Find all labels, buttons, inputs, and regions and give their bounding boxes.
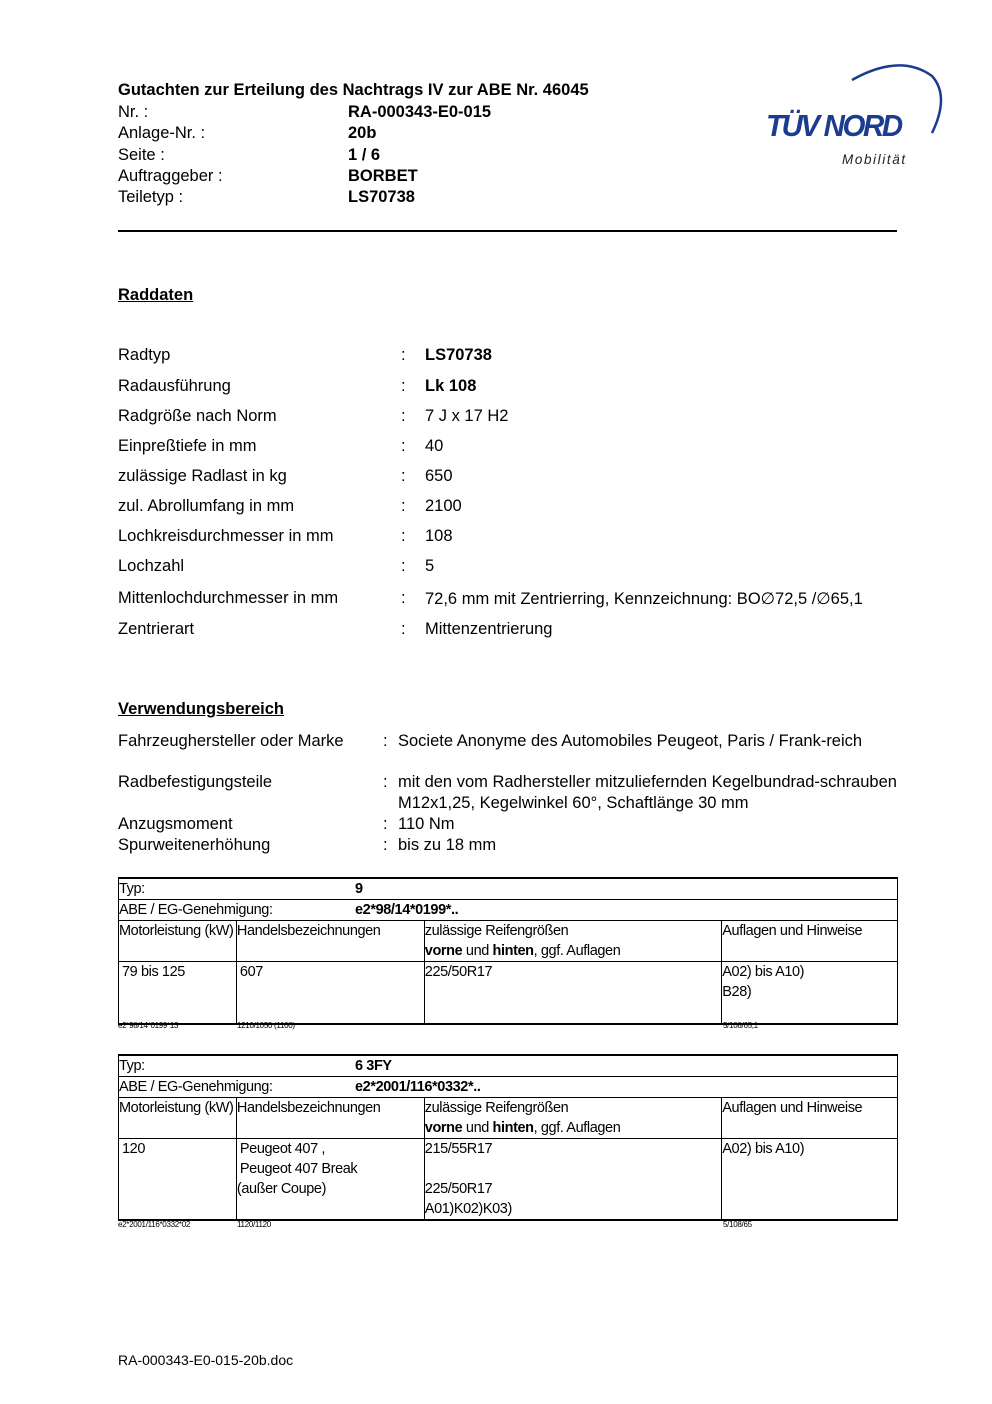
small-code: e2*98/14*0199*13 <box>118 1021 179 1030</box>
small-code: 1120/1120 <box>237 1220 271 1229</box>
small-code: 5/108/65 <box>723 1220 752 1229</box>
header-row-anlage: Anlage-Nr. : 20b <box>118 124 377 142</box>
vehicle-table-1 <box>118 877 898 1025</box>
tuv-nord-logo <box>760 58 945 173</box>
small-code: 1210/1050 (1100) <box>237 1021 295 1030</box>
footer-filename: RA-000343-E0-015-20b.doc <box>118 1352 294 1368</box>
logo-subtitle: Mobilität <box>842 152 907 167</box>
document-title: Gutachten zur Erteilung des Nachtrags IV zur ABE Nr. 46045 <box>118 81 589 99</box>
vehicle-table-2 <box>118 1054 898 1221</box>
table-row: Typ: 6 3FY <box>119 1055 898 1077</box>
table-row: ABE / EG-Genehmigung: e2*98/14*0199*.. <box>119 900 898 921</box>
logo-brand: TÜV NORD <box>766 108 901 143</box>
verwendung-heading: Verwendungsbereich <box>118 700 284 718</box>
small-code: e2*2001/116*0332*02 <box>118 1220 191 1229</box>
header-row-teiletyp: Teiletyp : LS70738 <box>118 188 415 206</box>
header-row-nr: Nr. : RA-000343-E0-015 <box>118 103 492 121</box>
header-row-seite: Seite : 1 / 6 <box>118 146 381 164</box>
table-row: Typ: 9 <box>119 878 898 900</box>
table-row: 79 bis 125 607 225/50R17 A02) bis A10) B28) <box>119 962 898 1024</box>
table-row: ABE / EG-Genehmigung: e2*2001/116*0332*.. <box>119 1077 898 1098</box>
table-row: 120 Peugeot 407 , Peugeot 407 Break (außer Coupe) 215/55R17 225/50R17 A01)K02)K03) A02) bis A10) <box>119 1139 898 1221</box>
table-header-row: Motorleistung (kW) Handelsbezeichnungen zulässige Reifengrößen vorne und hinten, ggf. Auflagen Auflagen und Hinweise <box>119 1098 898 1139</box>
raddaten-heading: Raddaten <box>118 286 194 304</box>
header-row-auftraggeber: Auftraggeber : BORBET <box>118 167 418 185</box>
small-code: 5/108/65,1 <box>723 1021 758 1030</box>
header-divider <box>118 230 897 232</box>
table-header-row: Motorleistung (kW) Handelsbezeichnungen zulässige Reifengrößen vorne und hinten, ggf. Auflagen Auflagen und Hinweise <box>119 921 898 962</box>
